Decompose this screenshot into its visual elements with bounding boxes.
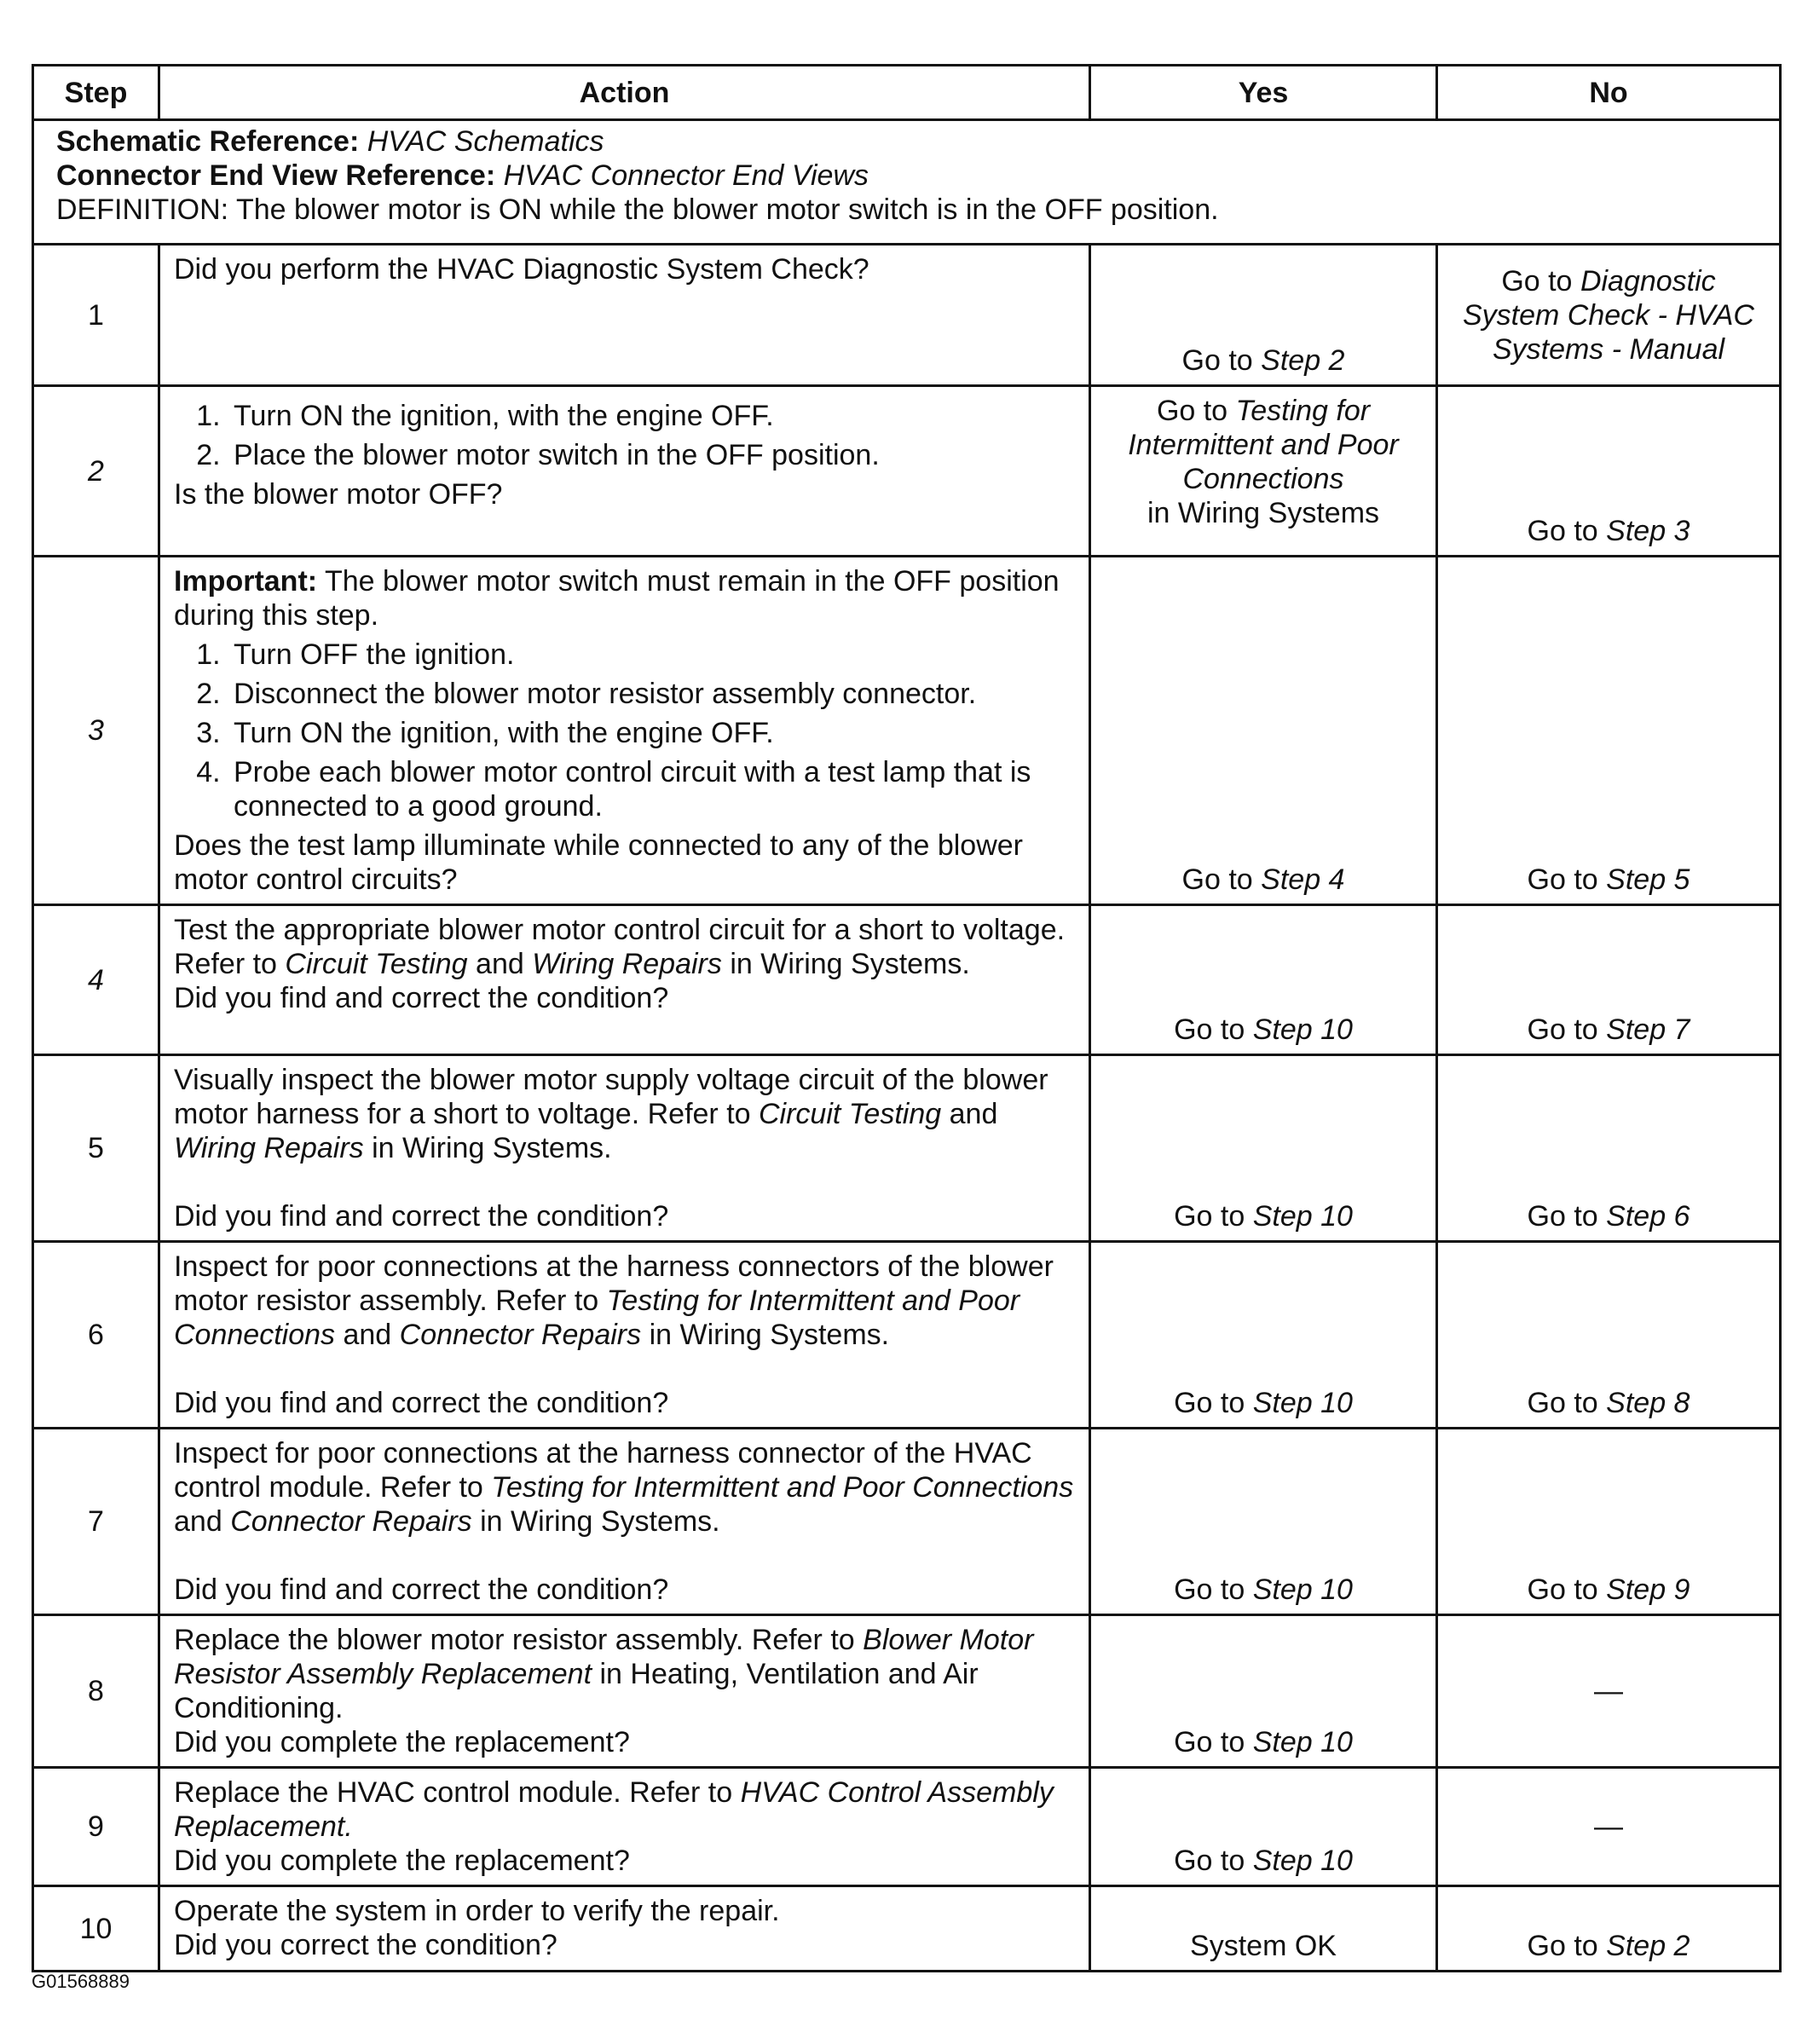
yes-link[interactable]: Step 10 [1252, 1573, 1353, 1606]
no-link[interactable]: Diagnostic System Check - HVAC Systems - Manual [1463, 264, 1754, 366]
yes-cell: Go to Step 10 [1090, 1429, 1437, 1615]
table-row [33, 905, 1781, 1055]
yes-cell: Go to Step 10 [1090, 1615, 1437, 1768]
yes-link[interactable]: Step 10 [1252, 1013, 1353, 1046]
no-link[interactable]: Step 9 [1606, 1573, 1690, 1606]
header-row [33, 66, 1781, 120]
table-row [33, 386, 1781, 557]
definition-text: DEFINITION: The blower motor is ON while the blower motor switch is in the OFF position. [56, 193, 1219, 226]
reference-link[interactable]: HVAC Control Assembly Replacement. [174, 1776, 1054, 1843]
table-row [33, 1886, 1781, 1972]
table-row [33, 1615, 1781, 1768]
yes-cell: System OK [1090, 1886, 1437, 1972]
yes-cell: Go to Step 10 [1090, 1242, 1437, 1429]
no-cell: Go to Step 2 [1437, 1886, 1781, 1972]
table-row [33, 1768, 1781, 1886]
step-number: 3 [33, 557, 159, 905]
no-link[interactable]: Step 5 [1606, 863, 1690, 896]
table-row [33, 1055, 1781, 1242]
schematic-reference: Schematic Reference: HVAC Schematics [56, 125, 604, 158]
action-cell [159, 1768, 1090, 1886]
no-link[interactable]: Step 3 [1606, 515, 1690, 547]
list-item: 2. Disconnect the blower motor resistor assembly connector. [228, 677, 1075, 711]
action-cell [159, 1055, 1090, 1242]
header-step: Step [33, 66, 159, 120]
reference-link[interactable]: Testing for Intermittent and Poor Connections [174, 1285, 1020, 1351]
header-yes: Yes [1090, 66, 1437, 120]
action-description: Test the appropriate blower motor control circuit for a short to voltage. Refer to Circuit Testing and Wiring Repairs in Wiring Systems. [174, 914, 1066, 980]
yes-link[interactable]: Step 10 [1252, 1726, 1353, 1758]
no-link[interactable]: Step 2 [1606, 1930, 1690, 1962]
no-link[interactable]: Step 6 [1606, 1200, 1690, 1233]
yes-link[interactable]: Step 4 [1261, 863, 1345, 896]
step-number: 1 [33, 245, 159, 386]
action-question: Did you complete the replacement? [174, 1726, 630, 1758]
no-cell: Go to Diagnostic System Check - HVAC Systems - Manual [1437, 245, 1781, 386]
important-note: Important: The blower motor switch must remain in the OFF position during this step. [174, 565, 1060, 632]
step-number: 7 [33, 1429, 159, 1615]
action-description: Inspect for poor connections at the harness connector of the HVAC control module. Refer to Testing for Intermittent and Poor Connections and Connector Repairs in Wiring Systems. [174, 1437, 1074, 1538]
table-row [33, 557, 1781, 905]
action-question: Did you find and correct the condition? [174, 1200, 669, 1233]
yes-link[interactable]: Step 2 [1261, 344, 1345, 377]
yes-cell: Go to Step 2 [1090, 245, 1437, 386]
header-action: Action [159, 66, 1090, 120]
reference-cell [33, 120, 1781, 245]
yes-cell: Go to Step 10 [1090, 905, 1437, 1055]
step-number: 4 [33, 905, 159, 1055]
header-no: No [1437, 66, 1781, 120]
action-cell [159, 1242, 1090, 1429]
reference-link[interactable]: Circuit Testing [759, 1098, 942, 1130]
no-cell: Go to Step 9 [1437, 1429, 1781, 1615]
yes-link[interactable]: Step 10 [1252, 1845, 1353, 1877]
list-item: 1. Turn ON the ignition, with the engine OFF. [228, 399, 1075, 433]
action-steps-list [174, 399, 1075, 472]
reference-link[interactable]: Wiring Repairs [174, 1132, 364, 1164]
action-cell [159, 557, 1090, 905]
action-description: Inspect for poor connections at the harness connectors of the blower motor resistor assembly. Refer to Testing for Intermittent and Poor Connections and Connector Repairs in Wiring Systems. [174, 1250, 1054, 1351]
action-question: Is the blower motor OFF? [174, 478, 503, 511]
reference-link[interactable]: Connector Repairs [230, 1505, 472, 1538]
action-question: Did you correct the condition? [174, 1929, 557, 1961]
table-row [33, 1242, 1781, 1429]
action-question: Did you complete the replacement? [174, 1845, 630, 1877]
step-number: 9 [33, 1768, 159, 1886]
reference-link[interactable]: Testing for Intermittent and Poor Connections [491, 1471, 1074, 1504]
no-cell: Go to Step 6 [1437, 1055, 1781, 1242]
action-cell [159, 1886, 1090, 1972]
reference-row [33, 120, 1781, 245]
reference-link[interactable]: Circuit Testing [285, 948, 468, 980]
action-description: Operate the system in order to verify the repair. [174, 1895, 780, 1927]
no-cell: — [1437, 1768, 1781, 1886]
step-number: 5 [33, 1055, 159, 1242]
connector-reference-link[interactable]: HVAC Connector End Views [503, 159, 869, 192]
action-cell [159, 1615, 1090, 1768]
list-item: 4. Probe each blower motor control circuit with a test lamp that is connected to a good ground. [228, 755, 1075, 823]
action-description: Visually inspect the blower motor supply voltage circuit of the blower motor harness for a short to voltage. Refer to Circuit Testing and Wiring Repairs in Wiring Systems. [174, 1064, 1048, 1164]
figure-code: G01568889 [32, 1971, 130, 1992]
action-description: Replace the HVAC control module. Refer to HVAC Control Assembly Replacement. [174, 1776, 1054, 1843]
reference-link[interactable]: Connector Repairs [399, 1319, 642, 1351]
no-cell: Go to Step 5 [1437, 557, 1781, 905]
diagnostic-table-container [32, 64, 1779, 1972]
action-question: Did you find and correct the condition? [174, 1573, 669, 1606]
yes-link[interactable]: Step 10 [1252, 1387, 1353, 1419]
list-item: 2. Place the blower motor switch in the OFF position. [228, 438, 1075, 472]
yes-link[interactable]: Step 10 [1252, 1200, 1353, 1233]
step-number: 10 [33, 1886, 159, 1972]
schematic-reference-link[interactable]: HVAC Schematics [367, 125, 604, 158]
action-question: Did you find and correct the condition? [174, 1387, 669, 1419]
action-cell [159, 245, 1090, 386]
no-cell: Go to Step 8 [1437, 1242, 1781, 1429]
no-cell: — [1437, 1615, 1781, 1768]
action-cell [159, 905, 1090, 1055]
yes-cell: Go to Step 4 [1090, 557, 1437, 905]
list-item: 1. Turn OFF the ignition. [228, 638, 1075, 672]
step-number: 8 [33, 1615, 159, 1768]
yes-cell: Go to Step 10 [1090, 1055, 1437, 1242]
action-description: Replace the blower motor resistor assembly. Refer to Blower Motor Resistor Assembly Replacement in Heating, Ventilation and Air Conditioning. [174, 1624, 1034, 1724]
table-row [33, 1429, 1781, 1615]
table-row [33, 245, 1781, 386]
connector-reference: Connector End View Reference: HVAC Connector End Views [56, 159, 869, 192]
list-item: 3. Turn ON the ignition, with the engine OFF. [228, 716, 1075, 750]
no-cell: Go to Step 3 [1437, 386, 1781, 557]
no-link[interactable]: Step 7 [1606, 1013, 1690, 1046]
action-question: Does the test lamp illuminate while connected to any of the blower motor control circuits? [174, 829, 1023, 896]
step-number: 6 [33, 1242, 159, 1429]
yes-cell: Go to Step 10 [1090, 1768, 1437, 1886]
step-number: 2 [33, 386, 159, 557]
action-question: Did you perform the HVAC Diagnostic System Check? [174, 253, 869, 286]
yes-link[interactable]: Testing for Intermittent and Poor Connections [1128, 395, 1399, 495]
action-cell [159, 386, 1090, 557]
yes-cell: Go to Testing for Intermittent and Poor Connections in Wiring Systems [1090, 386, 1437, 557]
action-question: Did you find and correct the condition? [174, 982, 669, 1014]
action-cell [159, 1429, 1090, 1615]
reference-link[interactable]: Wiring Repairs [532, 948, 722, 980]
no-cell: Go to Step 7 [1437, 905, 1781, 1055]
diagnostic-table [32, 64, 1782, 1972]
no-link[interactable]: Step 8 [1606, 1387, 1690, 1419]
reference-link[interactable]: Blower Motor Resistor Assembly Replacement [174, 1624, 1034, 1690]
action-steps-list [174, 638, 1075, 823]
